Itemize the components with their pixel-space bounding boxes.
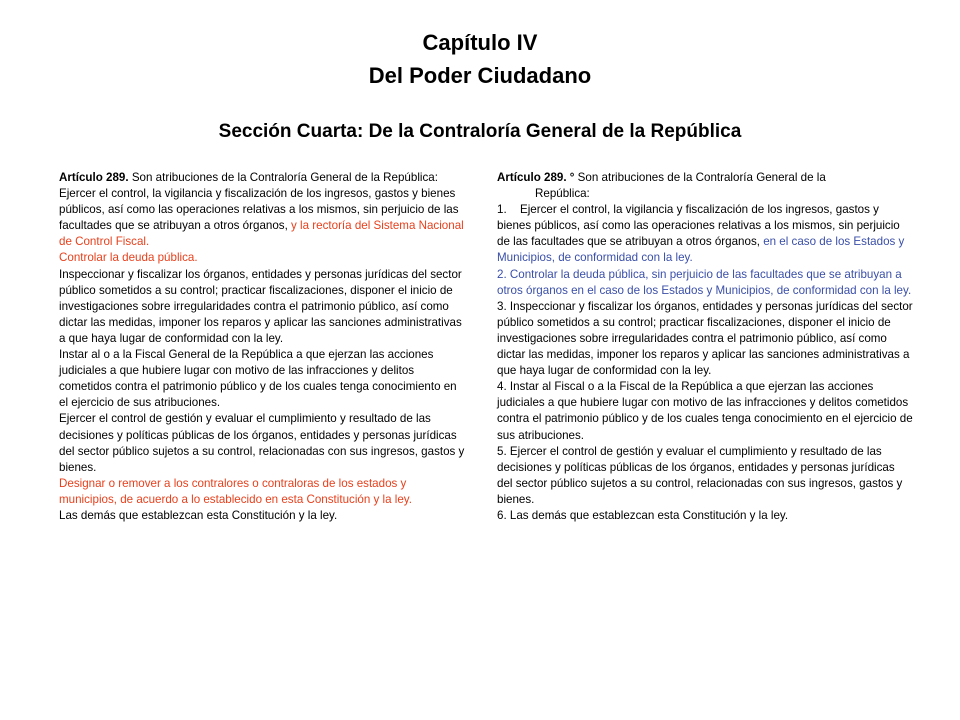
right-column (497, 170, 913, 524)
right-item-1-added: en el caso de los Estados y Municipios, de conformidad con la ley. (497, 235, 905, 265)
title-block (0, 26, 960, 92)
right-article-intro: Son atribuciones de la Contraloría General de la (574, 171, 826, 184)
left-article-intro: Son atribuciones de la Contraloría General de la República: (128, 171, 438, 184)
left-item-6: Designar o remover a los contralores o contraloras de los estados y municipios, de acuerdo a lo establecido en esta Constitución y la ley. (59, 476, 412, 506)
left-item-1-added: y la rectoría del Sistema Nacional de Control Fiscal. (59, 219, 464, 249)
right-article-heading (497, 170, 913, 186)
right-item-1-text: Ejercer el control, la vigilancia y fiscalización de los ingresos, gastos y bienes públicos, así como las operaciones relativas a los mismos, sin perjuicio de las facultades que se atribuyan a otros órganos, (497, 203, 900, 249)
right-article-intro-cont: República: (535, 187, 590, 201)
left-item-3: Inspeccionar y fiscalizar los órganos, entidades y personas jurídicas del sector público sometidos a su control; practicar fiscalizaciones, disponer el inicio de investigaciones sobre irregularidades contra el patrimonio público, así como dictar las medidas, imponer los reparos y aplicar las sanciones administrativas a que haya lugar de conformidad con la ley. (59, 267, 462, 345)
right-item-5: 5. Ejercer el control de gestión y evaluar el cumplimiento y resultado de las decisiones y políticas públicas de los órganos, entidades y personas jurídicas del sector público sujetos a su control, relacionadas con sus ingresos, gastos y bienes. (497, 444, 903, 506)
right-item-1 (497, 202, 913, 266)
right-item-1-number: 1. (497, 203, 507, 217)
left-item-1 (59, 186, 467, 250)
left-article-heading (59, 170, 467, 186)
right-item-4: 4. Instar al Fiscal o a la Fiscal de la República a que ejerzan las acciones judiciales a que hubiere lugar con motivo de las infracciones y delitos cometidos contra el patrimonio público y de los cuales tenga conocimiento en el ejercicio de sus atribuciones. (497, 380, 913, 442)
left-item-5: Ejercer el control de gestión y evaluar el cumplimiento y resultado de las decisiones y políticas públicas de los órganos, entidades y personas jurídicas del sector público sujetos a su control, relacionadas con sus ingresos, gastos y bienes. (59, 412, 465, 474)
left-item-2: Controlar la deuda pública. (59, 251, 198, 265)
left-column (59, 170, 467, 524)
left-item-7: Las demás que establezcan esta Constitución y la ley. (59, 508, 338, 522)
right-item-3: 3. Inspeccionar y fiscalizar los órganos, entidades y personas jurídicas del sector público sometidos a su control; practicar fiscalizaciones, disponer el inicio de investigaciones sobre irregularidades contra el patrimonio público, así como dictar las medidas, imponer los reparos y aplicar las sanciones administrativas a que haya lugar de conformidad con la ley. (497, 299, 913, 378)
right-article-label: Artículo 289. ° (497, 171, 575, 184)
left-item-4: Instar al o a la Fiscal General de la República a que ejerzan las acciones judiciales a que hubiere lugar con motivo de las infracciones y delitos cometidos contra el patrimonio público y de los cuales tenga conocimiento en el ejercicio de sus atribuciones. (59, 348, 457, 410)
left-item-1-text: Ejercer el control, la vigilancia y fiscalización de los ingresos, gastos y bienes públicos, así como las operaciones relativas a los mismos, sin perjuicio de las facultades que se atribuyan a otros órganos, (59, 187, 459, 233)
chapter-subtitle: Del Poder Ciudadano (368, 63, 592, 88)
right-item-2: 2. Controlar la deuda pública, sin perjuicio de las facultades que se atribuyan a otros órganos en el caso de los Estados y Municipios, de conformidad con la ley. (497, 267, 912, 297)
right-item-6: 6. Las demás que establezcan esta Constitución y la ley. (497, 508, 789, 522)
chapter-title: Capítulo IV (422, 30, 538, 55)
left-article-label: Artículo 289. (59, 171, 129, 184)
section-title: Sección Cuarta: De la Contraloría General de la República (218, 121, 742, 142)
